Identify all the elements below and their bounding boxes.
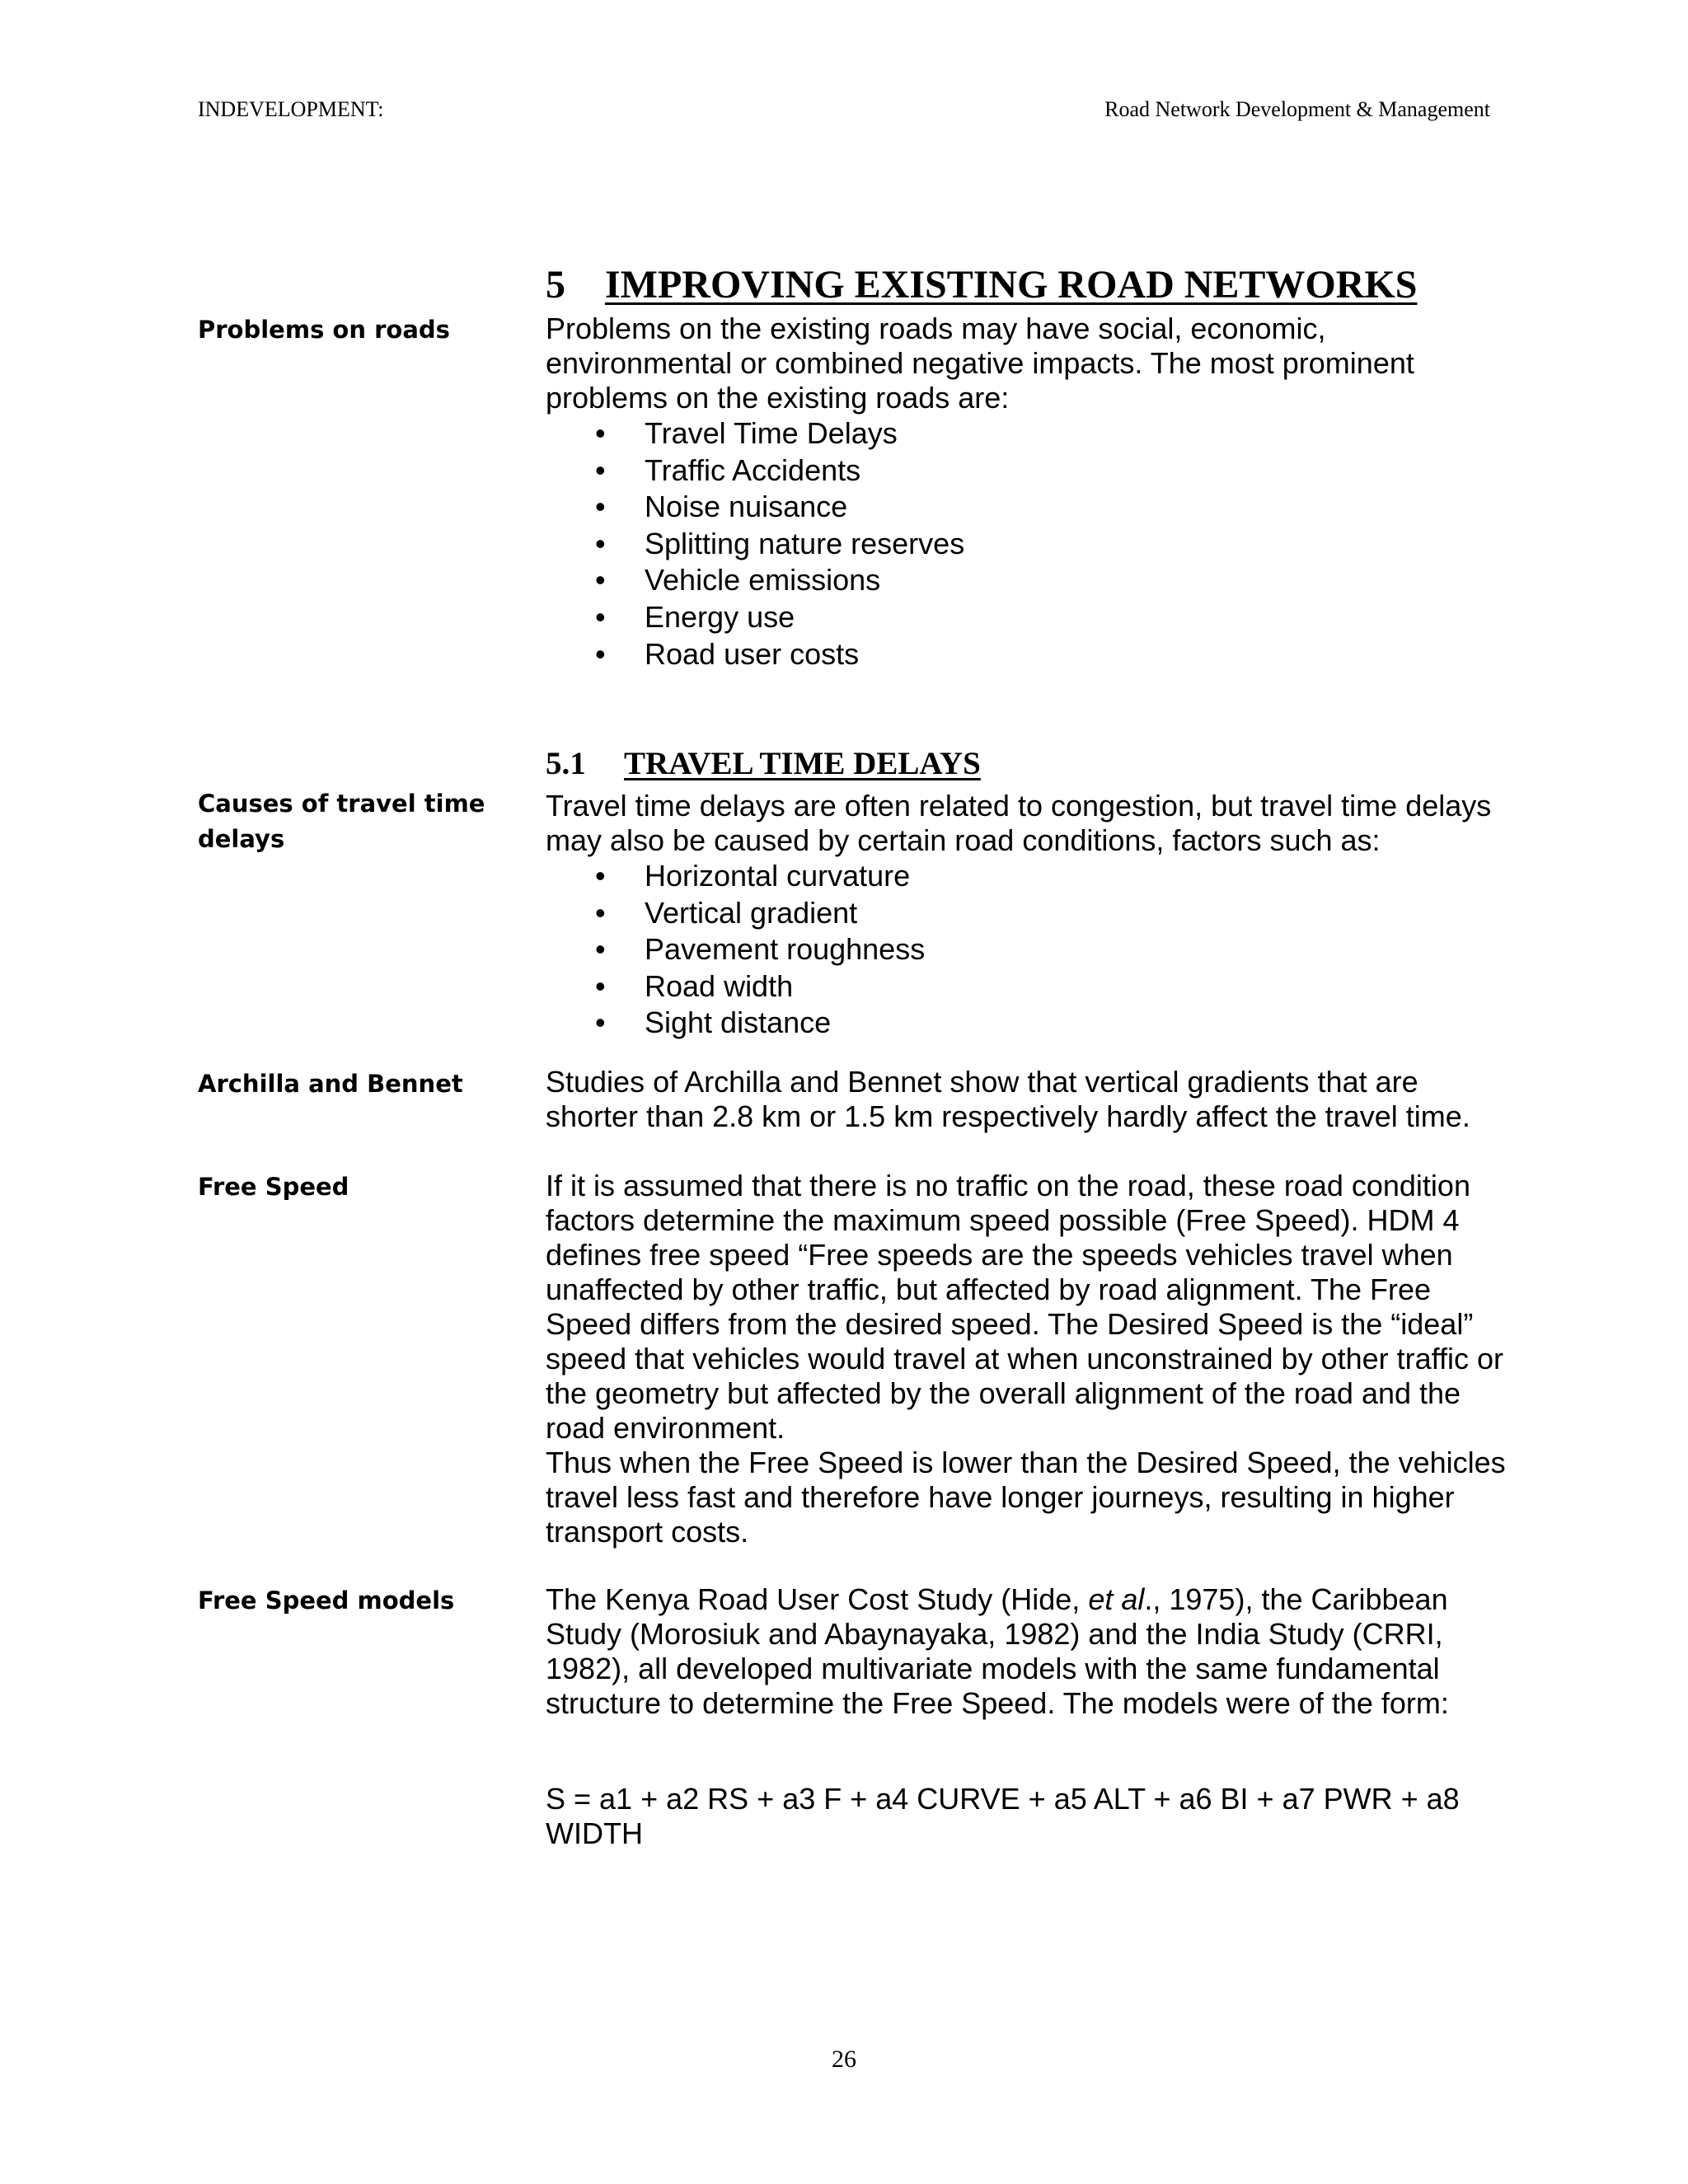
- bullet-icon: •: [595, 895, 606, 930]
- section-heading: [546, 262, 1417, 307]
- list-item: • Pavement roughness: [595, 931, 1510, 968]
- free-speed-paragraph: If it is assumed that there is no traffic on the road, these road condition factors determine the maximum speed possible (Free Speed). HDM 4 defines free speed “Free speeds are the speeds vehicles travel when unaffected by other traffic, but affected by road alignment. The Free Speed differs from the desired speed. The Desired Speed is the “ideal” speed that vehicles would travel at when unconstrained by other traffic or the geometry but affected by the overall alignment of the road and the road environment.: [546, 1169, 1504, 1445]
- models-text: The Kenya Road User Cost Study (Hide, et al., 1975), the Caribbean Study (Morosiuk and Abaynayaka, 1982) and the India Study (CRRI, 1982), all developed multivariate models with the same fundamental structure to determine the Free Speed. The models were of the form:: [546, 1582, 1449, 1720]
- list-item: • Sight distance: [595, 1005, 1510, 1042]
- page-number: 26: [832, 2046, 856, 2073]
- margin-label-free-speed: Free Speed: [198, 1173, 349, 1201]
- list-item: • Traffic Accidents: [595, 452, 1510, 490]
- margin-label-problems: Problems on roads: [198, 316, 450, 344]
- list-item: • Vehicle emissions: [595, 562, 1510, 599]
- subsection-heading: [546, 745, 981, 782]
- bullet-icon: •: [595, 968, 606, 1003]
- list-item: • Road width: [595, 968, 1510, 1005]
- bullet-icon: •: [595, 1005, 606, 1040]
- free-speed-block: [546, 1169, 1510, 1549]
- et-al-italic: et al: [1088, 1582, 1145, 1616]
- list-item: • Noise nuisance: [595, 489, 1510, 526]
- free-speed-paragraph-2: Thus when the Free Speed is lower than the Desired Speed, the vehicles travel less fast and therefore have longer journeys, resulting in higher transport costs.: [546, 1446, 1506, 1549]
- list-item: • Road user costs: [595, 636, 1510, 673]
- margin-label-causes: Causes of travel time delays: [198, 790, 485, 853]
- problems-list: [546, 415, 1510, 673]
- margin-label-archilla: Archilla and Bennet: [198, 1070, 463, 1098]
- section-number: 5: [546, 263, 565, 307]
- bullet-icon: •: [595, 636, 606, 671]
- running-header-right: Road Network Development & Management: [1104, 97, 1490, 121]
- free-speed-equation: S = a1 + a2 RS + a3 F + a4 CURVE + a5 ALT + a6 BI + a7 PWR + a8 WIDTH: [546, 1782, 1460, 1850]
- list-item: • Splitting nature reserves: [595, 526, 1510, 563]
- bullet-icon: •: [595, 416, 606, 450]
- bullet-icon: •: [595, 452, 606, 487]
- bullet-icon: •: [595, 932, 606, 967]
- subsection-number: 5.1: [546, 746, 586, 781]
- causes-block: [546, 789, 1510, 1042]
- problems-intro: Problems on the existing roads may have social, economic, environmental or combined negative impacts. The most prominent problems on the existing roads are:: [546, 312, 1414, 415]
- list-item: • Vertical gradient: [595, 895, 1510, 932]
- list-item: • Energy use: [595, 599, 1510, 636]
- running-header-left: INDEVELOPMENT:: [198, 97, 384, 121]
- causes-list: [546, 858, 1510, 1042]
- problems-block: [546, 312, 1510, 673]
- subsection-title: TRAVEL TIME DELAYS: [624, 746, 981, 781]
- bullet-icon: •: [595, 563, 606, 598]
- bullet-icon: •: [595, 490, 606, 524]
- bullet-icon: •: [595, 599, 606, 634]
- bullet-icon: •: [595, 526, 606, 560]
- archilla-text: Studies of Archilla and Bennet show that vertical gradients that are shorter than 2.8 km or 1.5 km respectively hardly affect the travel time.: [546, 1065, 1470, 1133]
- list-item: • Horizontal curvature: [595, 858, 1510, 895]
- margin-label-models: Free Speed models: [198, 1586, 455, 1615]
- bullet-icon: •: [595, 859, 606, 893]
- section-title: IMPROVING EXISTING ROAD NETWORKS: [605, 263, 1418, 307]
- list-item: • Travel Time Delays: [595, 415, 1510, 452]
- causes-text: Travel time delays are often related to congestion, but travel time delays may also be caused by certain road conditions, factors such as:: [546, 789, 1492, 857]
